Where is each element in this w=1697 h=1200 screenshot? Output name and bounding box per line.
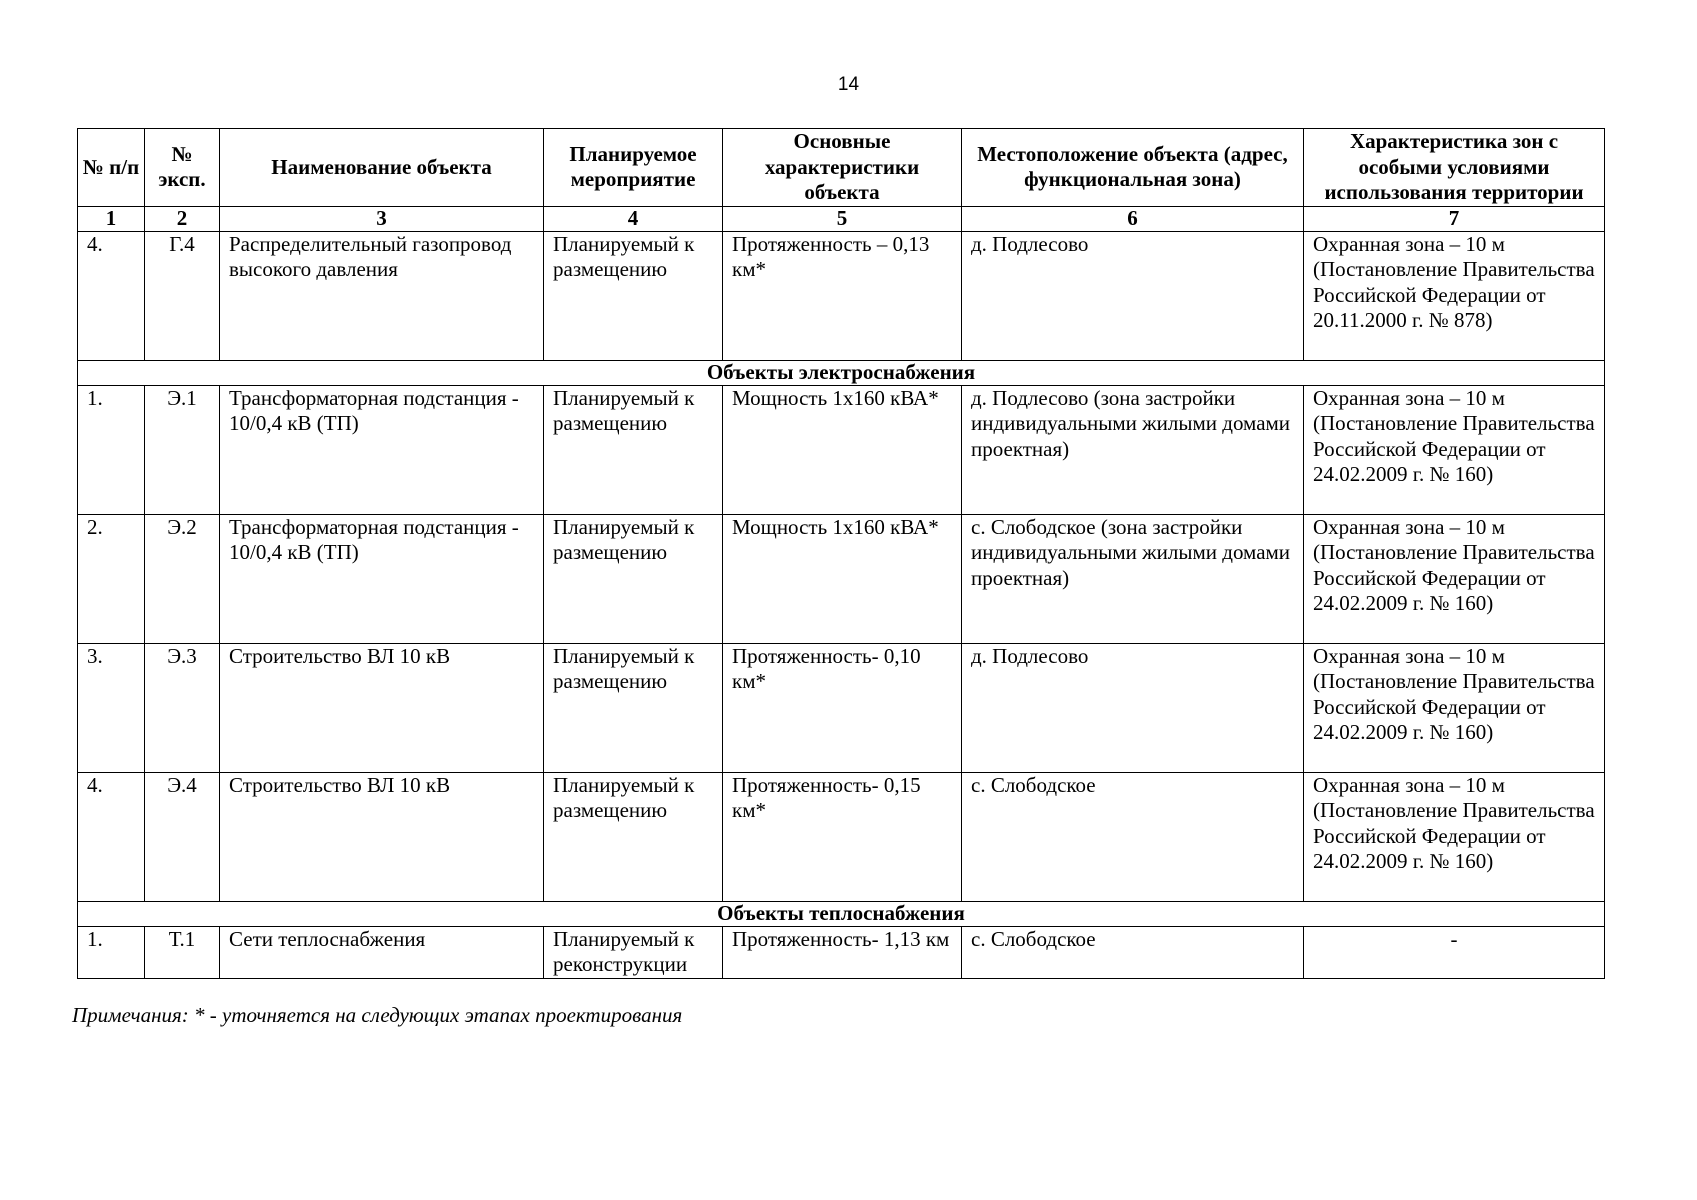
object-location: с. Слободское	[962, 926, 1304, 978]
object-location: с. Слободское (зона застройки индивидуальными жилыми домами проектная)	[962, 514, 1304, 643]
column-header-3: Наименование объекта	[220, 129, 544, 207]
planned-action: Планируемый к размещению	[544, 231, 723, 360]
column-header-4: Планируемое мероприятие	[544, 129, 723, 207]
row-number: 4.	[78, 231, 145, 360]
section-header-row	[78, 901, 1605, 926]
object-name: Строительство ВЛ 10 кВ	[220, 772, 544, 901]
object-characteristics: Протяженность- 0,15 км*	[723, 772, 962, 901]
page-number: 14	[837, 74, 860, 95]
zone-characteristics: Охранная зона – 10 м (Постановление Правительства Российской Федерации от 24.02.2009 г. № 160)	[1304, 772, 1605, 901]
exp-number: Э.2	[145, 514, 220, 643]
planned-action: Планируемый к размещению	[544, 643, 723, 772]
objects-table	[77, 128, 1605, 979]
table-header-row	[78, 129, 1605, 207]
table-body	[78, 231, 1605, 978]
zone-characteristics: Охранная зона – 10 м (Постановление Правительства Российской Федерации от 20.11.2000 г. № 878)	[1304, 231, 1605, 360]
object-location: д. Подлесово (зона застройки индивидуальными жилыми домами проектная)	[962, 385, 1304, 514]
column-number-row	[78, 206, 1605, 231]
object-name: Распределительный газопровод высокого давления	[220, 231, 544, 360]
object-location: с. Слободское	[962, 772, 1304, 901]
object-name: Сети теплоснабжения	[220, 926, 544, 978]
row-number: 1.	[78, 385, 145, 514]
object-characteristics: Мощность 1х160 кВА*	[723, 385, 962, 514]
object-name: Трансформаторная подстанция - 10/0,4 кВ (ТП)	[220, 514, 544, 643]
table-row	[78, 643, 1605, 772]
object-name: Строительство ВЛ 10 кВ	[220, 643, 544, 772]
zone-characteristics: Охранная зона – 10 м (Постановление Правительства Российской Федерации от 24.02.2009 г. № 160)	[1304, 514, 1605, 643]
column-number-7: 7	[1304, 206, 1605, 231]
section-title: Объекты электроснабжения	[78, 360, 1605, 385]
object-characteristics: Протяженность- 0,10 км*	[723, 643, 962, 772]
column-number-4: 4	[544, 206, 723, 231]
object-characteristics: Протяженность- 1,13 км	[723, 926, 962, 978]
zone-characteristics: Охранная зона – 10 м (Постановление Правительства Российской Федерации от 24.02.2009 г. № 160)	[1304, 643, 1605, 772]
table-row	[78, 385, 1605, 514]
object-name: Трансформаторная подстанция - 10/0,4 кВ (ТП)	[220, 385, 544, 514]
row-number: 3.	[78, 643, 145, 772]
planned-action: Планируемый к размещению	[544, 514, 723, 643]
row-number: 2.	[78, 514, 145, 643]
exp-number: Э.1	[145, 385, 220, 514]
zone-characteristics: -	[1304, 926, 1605, 978]
section-title: Объекты теплоснабжения	[78, 901, 1605, 926]
table-row	[78, 514, 1605, 643]
column-number-5: 5	[723, 206, 962, 231]
planned-action: Планируемый к реконструкции	[544, 926, 723, 978]
exp-number: Г.4	[145, 231, 220, 360]
column-number-3: 3	[220, 206, 544, 231]
column-number-1: 1	[78, 206, 145, 231]
section-header-row	[78, 360, 1605, 385]
table-row	[78, 231, 1605, 360]
row-number: 4.	[78, 772, 145, 901]
exp-number: Т.1	[145, 926, 220, 978]
column-number-2: 2	[145, 206, 220, 231]
column-number-6: 6	[962, 206, 1304, 231]
object-location: д. Подлесово	[962, 643, 1304, 772]
exp-number: Э.3	[145, 643, 220, 772]
column-header-5: Основные характеристики объекта	[723, 129, 962, 207]
table-row	[78, 926, 1605, 978]
column-header-1: № п/п	[78, 129, 145, 207]
column-header-6: Местоположение объекта (адрес, функциональная зона)	[962, 129, 1304, 207]
object-location: д. Подлесово	[962, 231, 1304, 360]
zone-characteristics: Охранная зона – 10 м (Постановление Правительства Российской Федерации от 24.02.2009 г. № 160)	[1304, 385, 1605, 514]
object-characteristics: Протяженность – 0,13 км*	[723, 231, 962, 360]
planned-action: Планируемый к размещению	[544, 385, 723, 514]
planned-action: Планируемый к размещению	[544, 772, 723, 901]
exp-number: Э.4	[145, 772, 220, 901]
table-row	[78, 772, 1605, 901]
column-header-7: Характеристика зон с особыми условиями использования территории	[1304, 129, 1605, 207]
footnote: Примечания: * - уточняется на следующих этапах проектирования	[72, 1003, 683, 1027]
row-number: 1.	[78, 926, 145, 978]
object-characteristics: Мощность 1х160 кВА*	[723, 514, 962, 643]
column-header-2: № эксп.	[145, 129, 220, 207]
